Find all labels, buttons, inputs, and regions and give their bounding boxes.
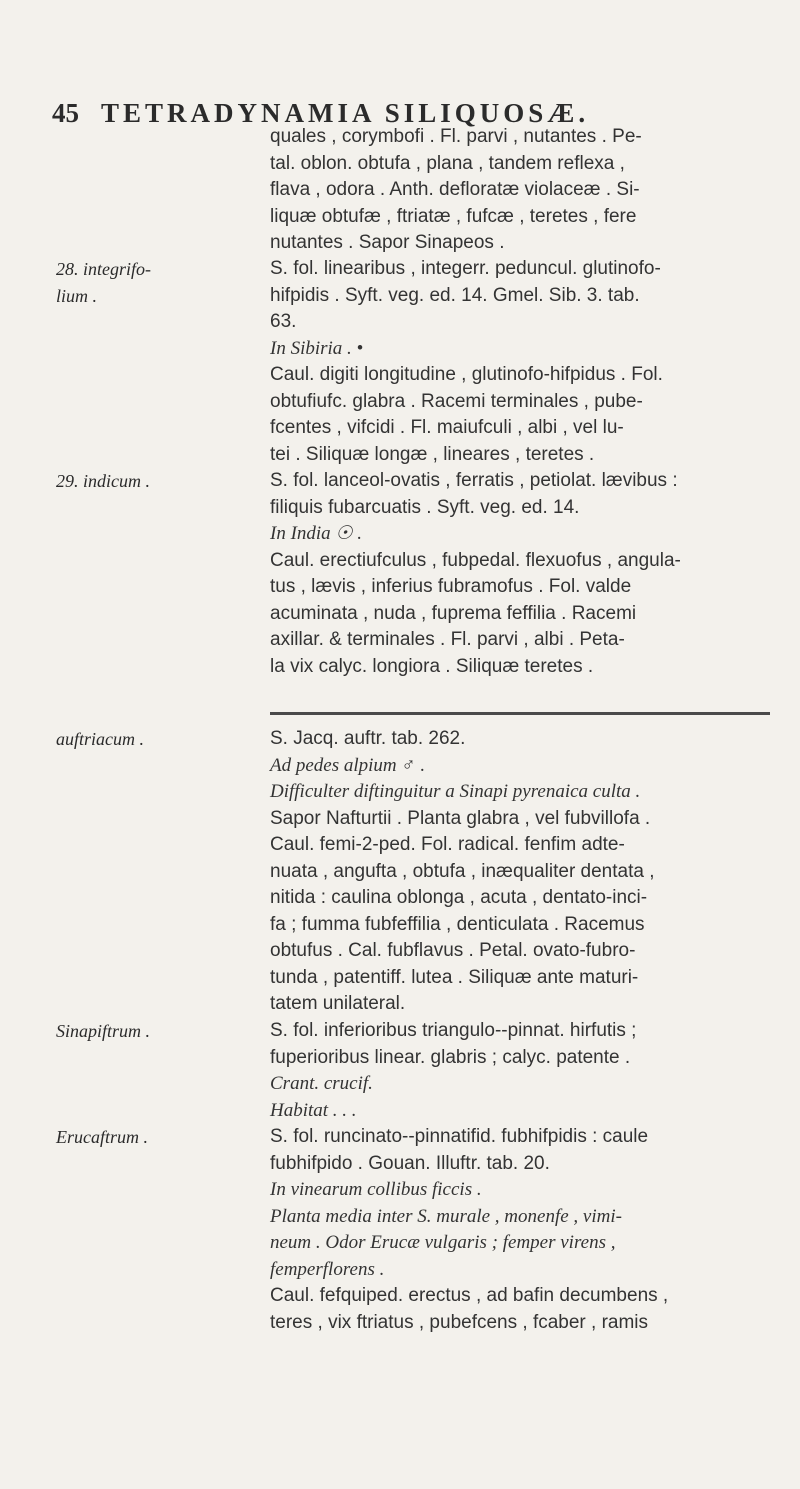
page-title: TETRADYNAMIA SILIQUOSÆ.: [101, 98, 590, 128]
text-line: flava , odora . Anth. defloratæ violaceæ . Si-: [270, 179, 640, 200]
text-line: S. Jacq. auftr. tab. 262.: [270, 728, 466, 749]
section-divider: [270, 712, 770, 715]
text-line: tal. oblon. obtufa , plana , tandem reflexa ,: [270, 152, 625, 174]
text-line: tunda , patentiff. lutea . Siliquæ ante maturi-: [270, 966, 639, 988]
label-line: lium .: [56, 285, 98, 306]
intro-text: [270, 124, 770, 257]
text-line: 63.: [270, 311, 297, 332]
text-line: In Sibiria . •: [270, 337, 364, 359]
text-line: Caul. femi-2-ped. Fol. radical. fenfim adte-: [270, 834, 625, 855]
text-line: filiquis fubarcuatis . Syft. veg. ed. 14.: [270, 496, 580, 518]
label-line: Erucaftrum .: [56, 1127, 148, 1147]
text-line: hifpidis . Syft. veg. ed. 14. Gmel. Sib. 3. tab.: [270, 284, 640, 306]
text-line: Habitat . . .: [270, 1099, 357, 1121]
text-line: tatem unilateral.: [270, 993, 406, 1014]
species-label: [56, 726, 246, 753]
text-line: nitida : caulina oblonga , acuta , dentato-inci-: [270, 887, 648, 908]
text-line: S. fol. linearibus , integerr. peduncul. glutinofo-: [270, 258, 661, 279]
text-line: la vix calyc. longiora . Siliquæ teretes .: [270, 655, 594, 677]
species-label: [56, 1124, 246, 1151]
text-line: nuata , angufta , obtufa , inæqualiter dentata ,: [270, 860, 655, 882]
species-description: [270, 726, 770, 1018]
text-line: fubhifpido . Gouan. Illuftr. tab. 20.: [270, 1152, 550, 1174]
text-line: fcentes , vifcidi . Fl. maiufculi , albi , vel lu-: [270, 417, 624, 438]
text-line: Caul. digiti longitudine , glutinofo-hifpidus . Fol.: [270, 364, 663, 385]
text-line: Caul. erectiufculus , fubpedal. flexuofus , angula-: [270, 549, 681, 571]
text-line: tus , lævis , inferius fubramofus . Fol. valde: [270, 576, 632, 597]
text-line: neum . Odor Erucæ vulgaris ; femper virens ,: [270, 1232, 616, 1253]
text-line: axillar. & terminales . Fl. parvi , albi . Peta-: [270, 629, 625, 650]
text-line: Planta media inter S. murale , monenfe , vimi-: [270, 1205, 622, 1227]
species-description: [270, 256, 770, 468]
label-line: Sinapiftrum .: [56, 1021, 151, 1041]
text-line: Caul. fefquiped. erectus , ad bafin decumbens ,: [270, 1285, 669, 1306]
text-line: In vinearum collibus ficcis .: [270, 1179, 482, 1200]
text-line: Sapor Nafturtii . Planta glabra , vel fubvillofa .: [270, 807, 651, 829]
text-line: nutantes . Sapor Sinapeos .: [270, 232, 505, 253]
text-line: Crant. crucif.: [270, 1073, 373, 1094]
text-line: fuperioribus linear. glabris ; calyc. patente .: [270, 1046, 631, 1068]
text-line: S. fol. inferioribus triangulo--pinnat. hirfutis ;: [270, 1020, 637, 1041]
text-line: S. fol. runcinato--pinnatifid. fubhifpidis : caule: [270, 1126, 649, 1147]
label-line: 29. indicum .: [56, 471, 150, 491]
text-line: fa ; fumma fubfeffilia , denticulata . Racemus: [270, 913, 645, 935]
text-line: femperflorens .: [270, 1258, 385, 1280]
species-label: [56, 256, 246, 309]
text-line: Difficulter diftinguitur a Sinapi pyrenaica culta .: [270, 781, 641, 802]
species-description: [270, 1124, 770, 1336]
text-line: quales , corymbofi . Fl. parvi , nutantes . Pe-: [270, 126, 642, 147]
label-line: auftriacum .: [56, 729, 144, 749]
text-line: teres , vix ftriatus , pubefcens , fcaber , ramis: [270, 1311, 649, 1333]
species-label: [56, 468, 246, 495]
species-description: [270, 468, 770, 680]
text-line: tei . Siliquæ longæ , lineares , teretes .: [270, 443, 595, 465]
text-line: obtufiufc. glabra . Racemi terminales , pube-: [270, 390, 643, 412]
text-line: acuminata , nuda , fuprema feffilia . Racemi: [270, 602, 637, 624]
label-line: 28. integrifo-: [56, 259, 151, 279]
text-line: obtufus . Cal. fubflavus . Petal. ovato-fubro-: [270, 940, 636, 961]
text-line: liquæ obtufæ , ftriatæ , fufcæ , teretes , fere: [270, 205, 637, 227]
text-line: Ad pedes alpium ♂ .: [270, 754, 426, 776]
species-label: [56, 1018, 246, 1045]
species-description: [270, 1018, 770, 1124]
page-number: 45: [52, 98, 79, 128]
text-line: S. fol. lanceol-ovatis , ferratis , petiolat. lævibus :: [270, 470, 678, 491]
text-line: In India ☉ .: [270, 523, 362, 544]
